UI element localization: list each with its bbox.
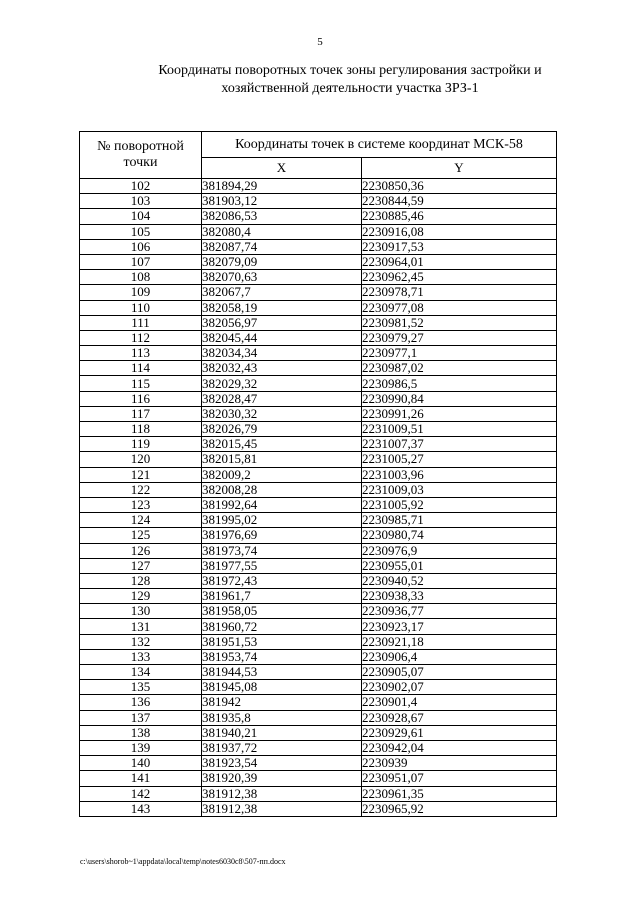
point-number-cell: 134: [80, 665, 202, 680]
table-row: [80, 771, 557, 786]
footer-file-path: c:\users\shorob~1\appdata\local\temp\notes6030c8\507-пп.docx: [80, 857, 286, 866]
point-number-cell: 126: [80, 543, 202, 558]
table-row: [80, 437, 557, 452]
point-number-cell: 143: [80, 801, 202, 816]
table-row: [80, 801, 557, 816]
point-number-cell: 132: [80, 634, 202, 649]
point-number-cell: 117: [80, 406, 202, 421]
point-number-cell: 122: [80, 482, 202, 497]
y-coordinate-cell: 2230902,07: [362, 680, 557, 695]
point-number-cell: 110: [80, 300, 202, 315]
x-coordinate-cell: 382070,63: [202, 270, 362, 285]
table-row: [80, 725, 557, 740]
y-coordinate-cell: 2230901,4: [362, 695, 557, 710]
x-coordinate-cell: 382034,34: [202, 346, 362, 361]
y-coordinate-cell: 2230906,4: [362, 649, 557, 664]
table-row: [80, 194, 557, 209]
y-coordinate-cell: 2231005,27: [362, 452, 557, 467]
x-coordinate-cell: 381912,38: [202, 786, 362, 801]
x-coordinate-cell: 381923,54: [202, 756, 362, 771]
table-row: [80, 239, 557, 254]
point-number-cell: 130: [80, 604, 202, 619]
x-coordinate-cell: 382045,44: [202, 330, 362, 345]
table-row: [80, 695, 557, 710]
y-coordinate-cell: 2231009,51: [362, 422, 557, 437]
table-row: [80, 482, 557, 497]
point-number-cell: 109: [80, 285, 202, 300]
y-coordinate-cell: 2231009,03: [362, 482, 557, 497]
point-number-cell: 131: [80, 619, 202, 634]
x-coordinate-cell: 382028,47: [202, 391, 362, 406]
x-coordinate-cell: 381903,12: [202, 194, 362, 209]
y-coordinate-cell: 2230961,35: [362, 786, 557, 801]
table-row: [80, 528, 557, 543]
y-coordinate-cell: 2230850,36: [362, 179, 557, 194]
y-coordinate-cell: 2230980,74: [362, 528, 557, 543]
table-row: [80, 589, 557, 604]
y-coordinate-cell: 2230985,71: [362, 513, 557, 528]
point-number-cell: 105: [80, 224, 202, 239]
point-number-cell: 112: [80, 330, 202, 345]
point-number-cell: 138: [80, 725, 202, 740]
table-row: [80, 680, 557, 695]
x-coordinate-cell: 382086,53: [202, 209, 362, 224]
point-number-cell: 108: [80, 270, 202, 285]
point-number-cell: 114: [80, 361, 202, 376]
table-row: [80, 300, 557, 315]
table-row: [80, 786, 557, 801]
table-row: [80, 634, 557, 649]
table-row: [80, 740, 557, 755]
y-coordinate-cell: 2230921,18: [362, 634, 557, 649]
table-row: [80, 406, 557, 421]
x-coordinate-cell: 382015,81: [202, 452, 362, 467]
y-coordinate-cell: 2230923,17: [362, 619, 557, 634]
x-coordinate-cell: 382056,97: [202, 315, 362, 330]
table-row: [80, 361, 557, 376]
x-coordinate-cell: 382067,7: [202, 285, 362, 300]
table-row: [80, 422, 557, 437]
y-coordinate-cell: 2230965,92: [362, 801, 557, 816]
x-coordinate-cell: 382009,2: [202, 467, 362, 482]
y-coordinate-cell: 2230885,46: [362, 209, 557, 224]
table-row: [80, 513, 557, 528]
point-number-cell: 125: [80, 528, 202, 543]
x-coordinate-cell: 381920,39: [202, 771, 362, 786]
x-coordinate-cell: 382058,19: [202, 300, 362, 315]
y-coordinate-cell: 2230986,5: [362, 376, 557, 391]
point-number-cell: 124: [80, 513, 202, 528]
table-body: [80, 179, 557, 817]
x-coordinate-cell: 381961,7: [202, 589, 362, 604]
x-coordinate-cell: 382080,4: [202, 224, 362, 239]
y-coordinate-cell: 2230844,59: [362, 194, 557, 209]
y-coordinate-cell: 2230976,9: [362, 543, 557, 558]
table-row: [80, 179, 557, 194]
x-coordinate-cell: 382015,45: [202, 437, 362, 452]
y-coordinate-cell: 2230978,71: [362, 285, 557, 300]
point-number-cell: 136: [80, 695, 202, 710]
x-coordinate-cell: 381951,53: [202, 634, 362, 649]
table-row: [80, 209, 557, 224]
y-coordinate-cell: 2230979,27: [362, 330, 557, 345]
table-row: [80, 497, 557, 512]
x-coordinate-cell: 381960,72: [202, 619, 362, 634]
y-coordinate-cell: 2230916,08: [362, 224, 557, 239]
y-coordinate-cell: 2230981,52: [362, 315, 557, 330]
point-number-cell: 129: [80, 589, 202, 604]
point-number-cell: 139: [80, 740, 202, 755]
table-row: [80, 452, 557, 467]
point-number-cell: 104: [80, 209, 202, 224]
x-coordinate-cell: 382029,32: [202, 376, 362, 391]
table-row: [80, 315, 557, 330]
point-number-cell: 133: [80, 649, 202, 664]
table-row: [80, 270, 557, 285]
x-coordinate-cell: 381995,02: [202, 513, 362, 528]
y-coordinate-cell: 2230951,07: [362, 771, 557, 786]
header-point-number: № поворотной точки: [80, 132, 202, 179]
y-coordinate-cell: 2230939: [362, 756, 557, 771]
point-number-cell: 102: [80, 179, 202, 194]
x-coordinate-cell: 382087,74: [202, 239, 362, 254]
x-coordinate-cell: 381953,74: [202, 649, 362, 664]
y-coordinate-cell: 2230987,02: [362, 361, 557, 376]
x-coordinate-cell: 382008,28: [202, 482, 362, 497]
point-number-cell: 140: [80, 756, 202, 771]
point-number-cell: 115: [80, 376, 202, 391]
table-row: [80, 224, 557, 239]
table-row: [80, 619, 557, 634]
table-row: [80, 285, 557, 300]
x-coordinate-cell: 381942: [202, 695, 362, 710]
document-title: [110, 62, 590, 98]
table-row: [80, 346, 557, 361]
x-coordinate-cell: 381976,69: [202, 528, 362, 543]
y-coordinate-cell: 2231005,92: [362, 497, 557, 512]
x-coordinate-cell: 381935,8: [202, 710, 362, 725]
table-row: [80, 649, 557, 664]
point-number-cell: 113: [80, 346, 202, 361]
y-coordinate-cell: 2230940,52: [362, 573, 557, 588]
x-coordinate-cell: 382026,79: [202, 422, 362, 437]
x-coordinate-cell: 381977,55: [202, 558, 362, 573]
table-row: [80, 573, 557, 588]
table-row: [80, 376, 557, 391]
point-number-cell: 128: [80, 573, 202, 588]
y-coordinate-cell: 2230991,26: [362, 406, 557, 421]
x-coordinate-cell: 381945,08: [202, 680, 362, 695]
table-row: [80, 543, 557, 558]
y-coordinate-cell: 2230964,01: [362, 254, 557, 269]
table-row: [80, 710, 557, 725]
title-line-1: Координаты поворотных точек зоны регулирования застройки и: [158, 63, 542, 78]
x-coordinate-cell: 382030,32: [202, 406, 362, 421]
point-number-cell: 119: [80, 437, 202, 452]
x-coordinate-cell: 381940,21: [202, 725, 362, 740]
table-row: [80, 391, 557, 406]
table-row: [80, 665, 557, 680]
y-coordinate-cell: 2230917,53: [362, 239, 557, 254]
point-number-cell: 121: [80, 467, 202, 482]
point-number-cell: 118: [80, 422, 202, 437]
x-coordinate-cell: 381944,53: [202, 665, 362, 680]
point-number-cell: 135: [80, 680, 202, 695]
x-coordinate-cell: 381894,29: [202, 179, 362, 194]
y-coordinate-cell: 2230942,04: [362, 740, 557, 755]
title-line-2: хозяйственной деятельности участка ЗРЗ-1: [221, 81, 479, 96]
point-number-cell: 137: [80, 710, 202, 725]
table-row: [80, 254, 557, 269]
header-coordinates: Координаты точек в системе координат МСК-58: [202, 132, 557, 158]
point-number-cell: 103: [80, 194, 202, 209]
y-coordinate-cell: 2231007,37: [362, 437, 557, 452]
x-coordinate-cell: 381958,05: [202, 604, 362, 619]
y-coordinate-cell: 2230936,77: [362, 604, 557, 619]
y-coordinate-cell: 2230962,45: [362, 270, 557, 285]
point-number-cell: 120: [80, 452, 202, 467]
x-coordinate-cell: 381973,74: [202, 543, 362, 558]
y-coordinate-cell: 2230905,07: [362, 665, 557, 680]
x-coordinate-cell: 381937,72: [202, 740, 362, 755]
page-number: 5: [317, 36, 323, 48]
point-number-cell: 127: [80, 558, 202, 573]
y-coordinate-cell: 2230929,61: [362, 725, 557, 740]
y-coordinate-cell: 2230938,33: [362, 589, 557, 604]
point-number-cell: 116: [80, 391, 202, 406]
header-x: X: [202, 158, 362, 179]
point-number-cell: 123: [80, 497, 202, 512]
table-row: [80, 330, 557, 345]
y-coordinate-cell: 2230928,67: [362, 710, 557, 725]
y-coordinate-cell: 2230977,08: [362, 300, 557, 315]
point-number-cell: 106: [80, 239, 202, 254]
table-row: [80, 756, 557, 771]
y-coordinate-cell: 2230977,1: [362, 346, 557, 361]
y-coordinate-cell: 2231003,96: [362, 467, 557, 482]
x-coordinate-cell: 381912,38: [202, 801, 362, 816]
point-number-cell: 142: [80, 786, 202, 801]
table-row: [80, 467, 557, 482]
point-number-cell: 107: [80, 254, 202, 269]
y-coordinate-cell: 2230955,01: [362, 558, 557, 573]
table-row: [80, 604, 557, 619]
point-number-cell: 141: [80, 771, 202, 786]
header-y: Y: [362, 158, 557, 179]
y-coordinate-cell: 2230990,84: [362, 391, 557, 406]
coordinates-table: [79, 131, 557, 817]
point-number-cell: 111: [80, 315, 202, 330]
x-coordinate-cell: 381972,43: [202, 573, 362, 588]
x-coordinate-cell: 381992,64: [202, 497, 362, 512]
table-row: [80, 558, 557, 573]
x-coordinate-cell: 382032,43: [202, 361, 362, 376]
x-coordinate-cell: 382079,09: [202, 254, 362, 269]
